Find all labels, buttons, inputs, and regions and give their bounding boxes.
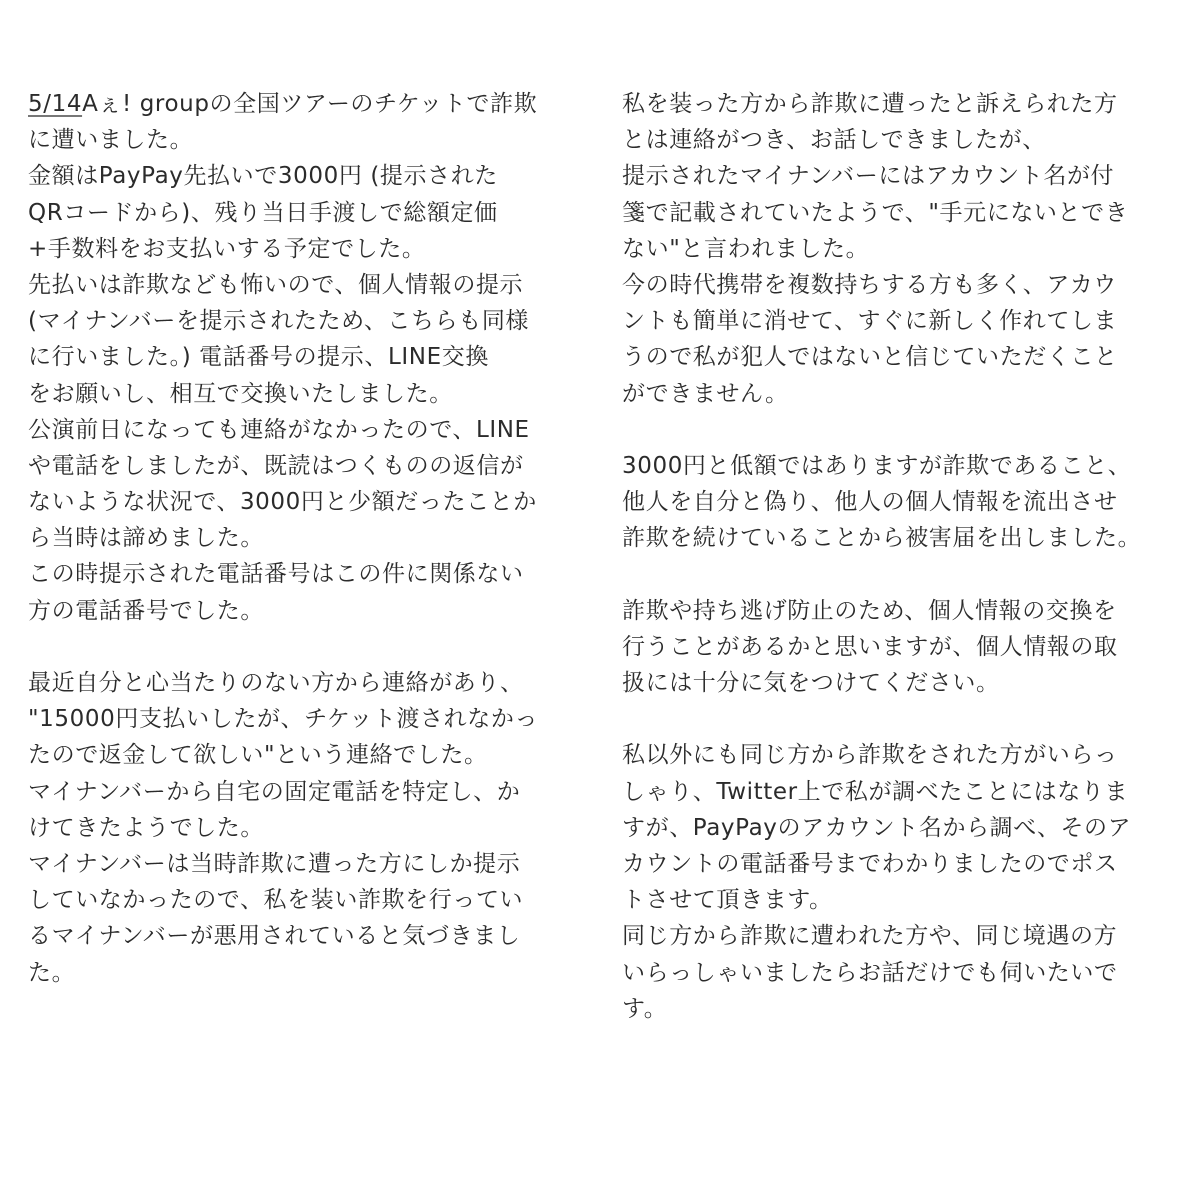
text-line: 詐欺を続けていることから被害届を出しました。	[622, 525, 1142, 552]
text-line: 公演前日になっても連絡がなかったので、LINE	[28, 416, 530, 443]
text-line: この時提示された電話番号はこの件に関係ない	[28, 561, 524, 588]
blank-line	[28, 629, 588, 665]
text-line: 提示されたマイナンバーにはアカウント名が付	[622, 163, 1115, 190]
text-line: す。	[622, 995, 668, 1022]
text-line: 方の電話番号でした。	[28, 597, 264, 624]
text-line: +手数料をお支払いする予定でした。	[28, 235, 426, 262]
text-line: や電話をしましたが、既読はつくものの返信が	[28, 452, 524, 479]
text-line: に遭いました。	[28, 127, 194, 154]
text-line: るマイナンバーが悪用されていると気づきまし	[28, 923, 521, 950]
text-line: 扱には十分に気をつけてください。	[622, 670, 1000, 696]
text-line: 他人を自分と偽り、他人の個人情報を流出させ	[622, 489, 1118, 516]
text-line	[28, 86, 588, 122]
date-underlined: 5/14	[28, 91, 83, 117]
text-line: ら当時は諦めました。	[28, 525, 264, 552]
text-line: QRコードから)、残り当日手渡しで総額定価	[28, 199, 498, 226]
text-line: 同じ方から詐欺に遭われた方や、同じ境遇の方	[622, 923, 1118, 950]
text-line: ないような状況で、3000円と少額だったことか	[28, 489, 537, 516]
text-line: うので私が犯人ではないと信じていただくこと	[622, 344, 1118, 371]
text-line: 私以外にも同じ方から詐欺をされた方がいらっ	[622, 742, 1118, 769]
blank-line	[622, 412, 1182, 448]
left-text-column	[28, 86, 588, 991]
text-line: をお願いし、相互で交換いたしました。	[28, 380, 453, 407]
text-line: に行いました。) 電話番号の提示、LINE交換	[28, 344, 489, 371]
text-line: 詐欺や持ち逃げ防止のため、個人情報の交換を	[622, 597, 1117, 624]
text-line: マイナンバーから自宅の固定電話を特定し、か	[28, 778, 521, 805]
text-line: 私を装った方から詐欺に遭ったと訴えられた方	[622, 91, 1118, 117]
text-line: "15000円支払いしたが、チケット渡されなかっ	[28, 706, 539, 733]
text-line: とは連絡がつき、お話しできましたが、	[622, 127, 1046, 154]
text-line: 金額はPayPay先払いで3000円 (提示された	[28, 163, 498, 190]
text-line: た。	[28, 959, 76, 986]
text-line: 今の時代携帯を複数持ちする方も多く、アカウ	[622, 271, 1117, 298]
text-line: 先払いは詐欺なども怖いので、個人情報の提示	[28, 271, 524, 298]
right-text-column	[622, 86, 1182, 1027]
first-line-text: Aぇ! groupの全国ツアーのチケットで詐欺	[82, 91, 538, 117]
text-line: しゃり、Twitter上で私が調べたことにはなりま	[622, 778, 1129, 805]
text-line: 箋で記載されていたようで、"手元にないとでき	[622, 199, 1129, 226]
text-line: していなかったので、私を装い詐欺を行ってい	[28, 887, 524, 914]
blank-line	[622, 556, 1182, 592]
text-line: (マイナンバーを提示されたため、こちらも同様	[28, 308, 530, 335]
text-line: ントも簡単に消せて、すぐに新しく作れてしま	[622, 308, 1118, 335]
text-line: けてきたようでした。	[28, 814, 264, 841]
text-line: ができません。	[622, 380, 789, 407]
text-line: すが、PayPayのアカウント名から調べ、そのア	[622, 814, 1132, 841]
text-line: いらっしゃいましたらお話だけでも伺いたいで	[622, 959, 1118, 986]
text-line: たので返金して欲しい"という連絡でした。	[28, 742, 488, 769]
text-line: マイナンバーは当時詐欺に遭った方にしか提示	[28, 850, 521, 877]
text-line: トさせて頂きます。	[622, 887, 833, 914]
blank-line	[622, 701, 1182, 737]
text-line: 行うことがあるかと思いますが、個人情報の取	[622, 633, 1118, 660]
text-line: ない"と言われました。	[622, 235, 870, 262]
text-line: 3000円と低額ではありますが詐欺であること、	[622, 452, 1132, 479]
text-line: 最近自分と心当たりのない方から連絡があり、	[28, 670, 524, 696]
text-line: カウントの電話番号までわかりましたのでポス	[622, 850, 1118, 877]
